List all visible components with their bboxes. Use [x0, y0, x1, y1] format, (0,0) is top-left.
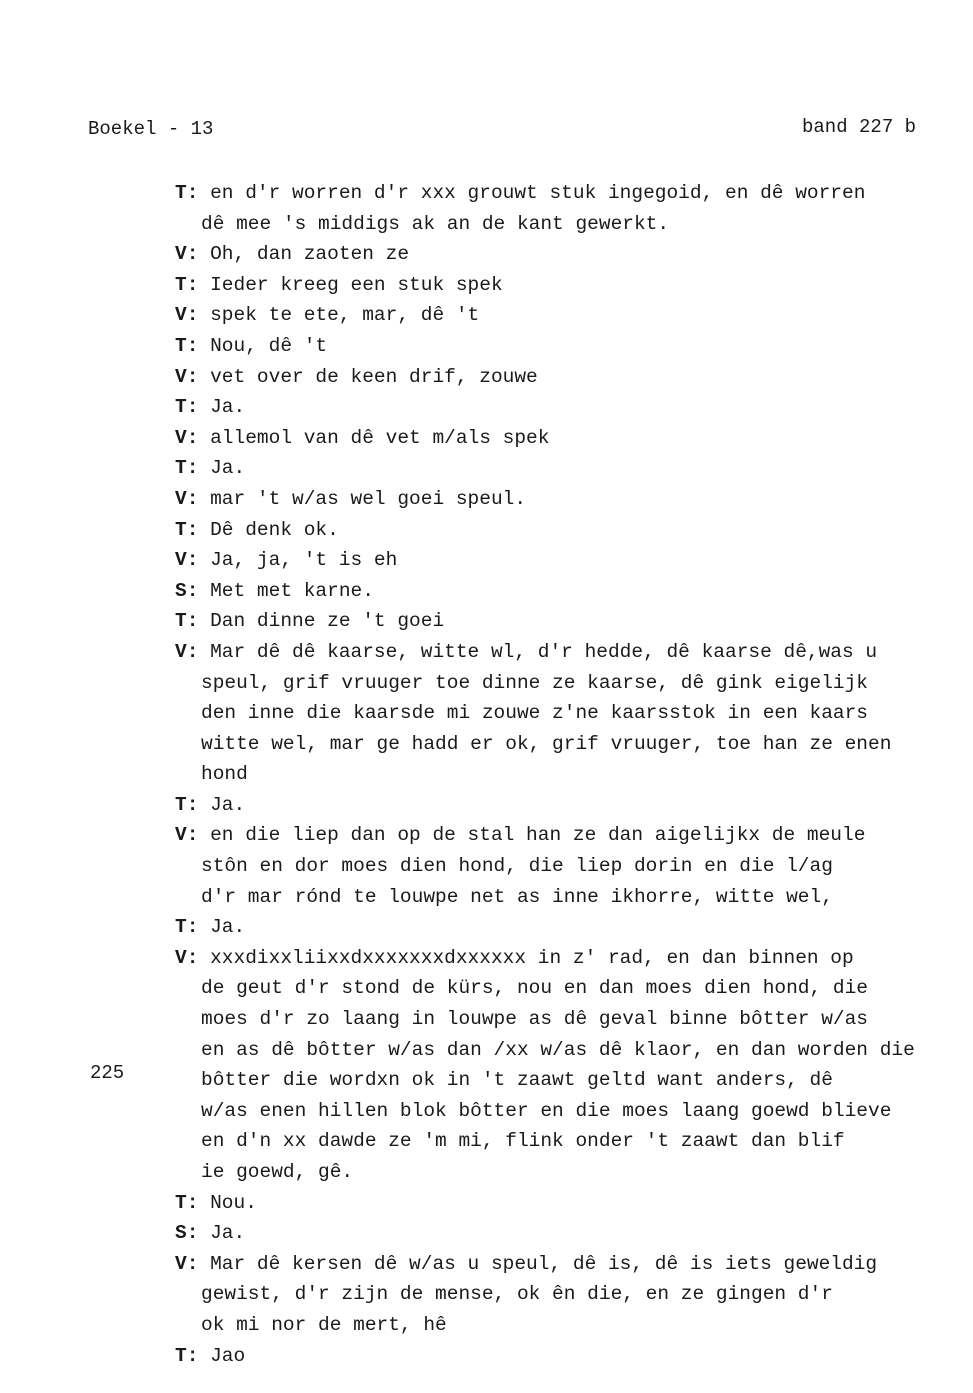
transcript-line	[175, 637, 945, 668]
transcript-line	[175, 1157, 945, 1188]
line-text: vet over de keen drif, zouwe	[198, 365, 538, 388]
transcript-line	[175, 759, 945, 790]
transcript-line	[175, 1096, 945, 1127]
transcript-line	[175, 1004, 945, 1035]
line-text: Ieder kreeg een stuk spek	[198, 273, 503, 296]
speaker-label: V:	[175, 946, 199, 969]
speaker-label: S:	[175, 579, 199, 602]
line-text: w/as enen hillen blok bôtter en die moes laang goewd blieve	[201, 1099, 892, 1122]
line-text: d'r mar rónd te louwpe net as inne ikhorre, witte wel,	[201, 885, 833, 908]
line-text: den inne die kaarsde mi zouwe z'ne kaarsstok in een kaars	[201, 702, 869, 725]
transcript-line	[175, 1279, 945, 1310]
transcript-line	[175, 668, 945, 699]
speaker-label: T:	[175, 610, 199, 633]
transcript-line	[175, 790, 945, 821]
speaker-label: T:	[175, 793, 199, 816]
transcript-line	[175, 1310, 945, 1341]
transcript-line	[175, 300, 945, 331]
line-text: ie goewd, gê.	[201, 1161, 354, 1183]
transcript-body	[175, 178, 945, 1371]
line-text: spek te ete, mar, dê 't	[198, 304, 480, 327]
line-text: Dê denk ok.	[198, 518, 339, 541]
line-text: Nou, dê 't	[198, 334, 328, 357]
line-text: hond	[201, 763, 248, 786]
line-text: Oh, dan zaoten ze	[198, 243, 410, 266]
line-text: Ja.	[198, 1222, 246, 1245]
transcript-line	[175, 729, 945, 760]
transcript-line	[175, 270, 945, 301]
speaker-label: T:	[175, 1191, 199, 1214]
transcript-line	[175, 1035, 945, 1066]
line-text: allemol van dê vet m/als spek	[198, 426, 550, 449]
line-text: mar 't w/as wel goei speul.	[198, 487, 527, 510]
transcript-line	[175, 851, 945, 882]
speaker-label: V:	[175, 640, 199, 663]
header-left: Boekel - 13	[88, 118, 214, 140]
transcript-line	[175, 178, 945, 209]
transcript-line	[175, 423, 945, 454]
transcript-line	[175, 331, 945, 362]
line-text: Ja, ja, 't is eh	[198, 549, 398, 572]
transcript-line	[175, 1341, 945, 1372]
transcript-line	[175, 453, 945, 484]
speaker-label: T:	[175, 1344, 199, 1367]
speaker-label: V:	[175, 243, 199, 266]
line-text: Ja.	[198, 916, 246, 939]
speaker-label: T:	[175, 457, 199, 480]
speaker-label: V:	[175, 365, 199, 388]
transcript-line	[175, 1065, 945, 1096]
margin-number: 225	[90, 1062, 125, 1084]
speaker-label: V:	[175, 549, 199, 572]
line-text: gewist, d'r zijn de mense, ok ên die, en ze gingen d'r	[201, 1283, 833, 1306]
line-text: Dan dinne ze 't goei	[198, 610, 445, 633]
line-text: moes d'r zo laang in louwpe as dê geval binne bôtter w/as	[201, 1008, 869, 1031]
line-text: en d'n xx dawde ze 'm mi, flink onder 't zaawt dan blif	[201, 1130, 845, 1153]
speaker-label: V:	[175, 487, 199, 510]
transcript-line	[175, 576, 945, 607]
transcript-line	[175, 545, 945, 576]
transcript-line	[175, 606, 945, 637]
transcript-line	[175, 1126, 945, 1157]
transcript-line	[175, 1218, 945, 1249]
line-text: Jao	[198, 1344, 246, 1367]
speaker-label: T:	[175, 518, 199, 541]
transcript-line	[175, 820, 945, 851]
transcript-line	[175, 392, 945, 423]
line-text: de geut d'r stond de kürs, nou en dan moes dien hond, die	[201, 977, 869, 1000]
transcript-line	[175, 239, 945, 270]
transcript-line	[175, 484, 945, 515]
transcript-line	[175, 882, 945, 913]
line-text: Met met karne.	[198, 579, 374, 602]
line-text: en as dê bôtter w/as dan /xx w/as dê klaor, en dan worden die	[201, 1038, 915, 1061]
line-text: xxxdixxliixxdxxxxxxxdxxxxxx in z' rad, en dan binnen op	[198, 946, 854, 969]
speaker-label: T:	[175, 273, 199, 296]
transcript-line	[175, 362, 945, 393]
line-text: bôtter die wordxn ok in 't zaawt geltd want anders, dê	[201, 1069, 833, 1092]
speaker-label: V:	[175, 1252, 199, 1275]
speaker-label: V:	[175, 824, 199, 847]
speaker-label: V:	[175, 426, 199, 449]
speaker-label: T:	[175, 334, 199, 357]
transcript-line	[175, 912, 945, 943]
speaker-label: T:	[175, 396, 199, 419]
transcript-line	[175, 515, 945, 546]
line-text: stôn en dor moes dien hond, die liep dorin en die l/ag	[201, 855, 833, 878]
transcript-line	[175, 973, 945, 1004]
transcript-line	[175, 1249, 945, 1280]
line-text: Ja.	[198, 457, 246, 480]
line-text: dê mee 's middigs ak an de kant gewerkt.	[201, 212, 670, 235]
line-text: Mar dê dê kaarse, witte wl, d'r hedde, dê kaarse dê,was u	[198, 640, 878, 663]
line-text: speul, grif vruuger toe dinne ze kaarse, dê gink eigelijk	[201, 671, 869, 694]
line-text: Nou.	[198, 1191, 257, 1214]
speaker-label: T:	[175, 916, 199, 939]
line-text: Ja.	[198, 793, 246, 816]
transcript-line	[175, 1188, 945, 1219]
header-right: band 227 b	[802, 116, 917, 138]
speaker-label: S:	[175, 1222, 199, 1245]
transcript-line	[175, 209, 945, 240]
line-text: en die liep dan op de stal han ze dan aigelijkx de meule	[198, 824, 866, 847]
transcript-line	[175, 698, 945, 729]
line-text: Ja.	[198, 396, 246, 419]
speaker-label: V:	[175, 304, 199, 327]
line-text: witte wel, mar ge hadd er ok, grif vruuger, toe han ze enen	[201, 732, 892, 755]
line-text: en d'r worren d'r xxx grouwt stuk ingegoid, en dê worren	[198, 182, 866, 204]
line-text: Mar dê kersen dê w/as u speul, dê is, dê is iets geweldig	[198, 1252, 878, 1275]
speaker-label: T:	[175, 182, 199, 204]
line-text: ok mi nor de mert, hê	[201, 1313, 447, 1336]
transcript-line	[175, 943, 945, 974]
